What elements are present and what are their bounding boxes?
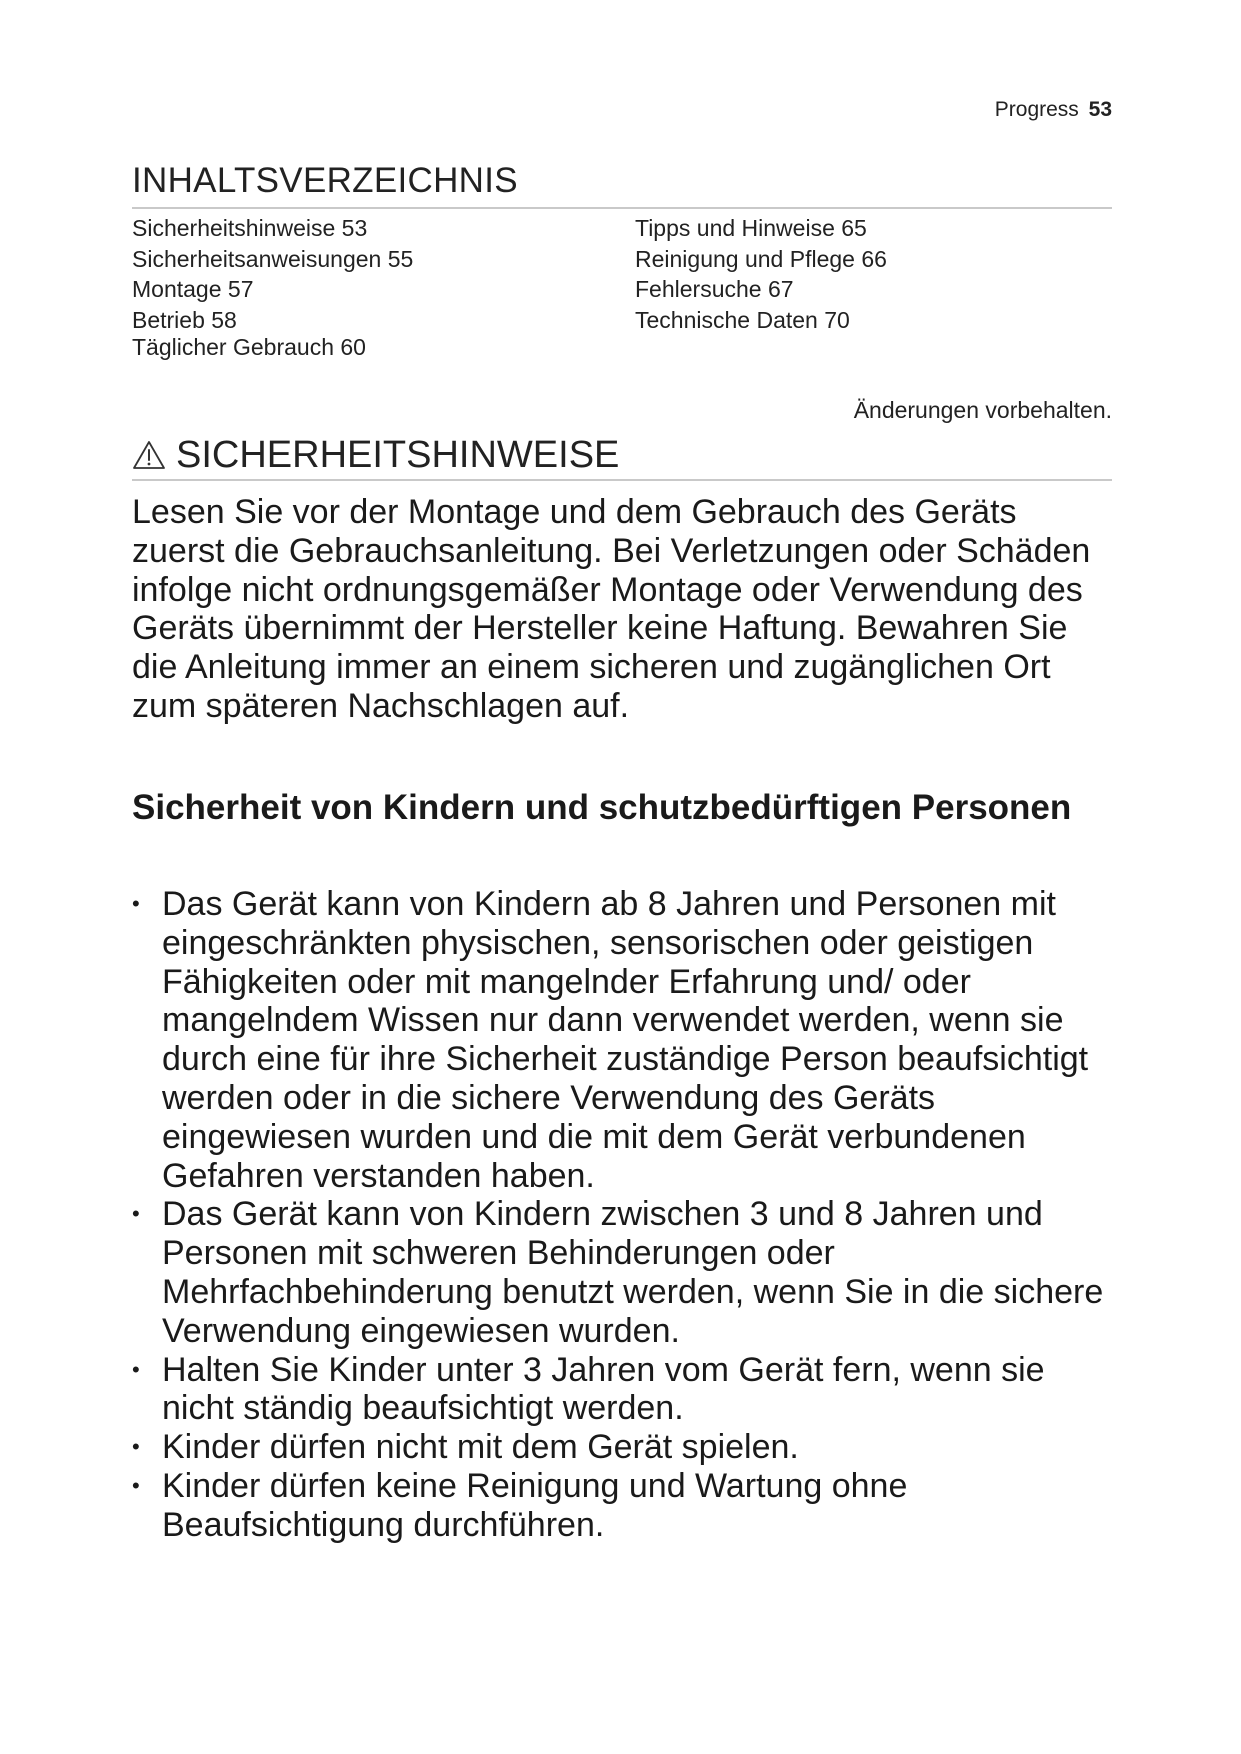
list-item <box>132 1428 1112 1467</box>
toc-entry[interactable]: Technische Daten 70 <box>635 306 850 333</box>
list-item-text: Halten Sie Kinder unter 3 Jahren vom Gerät fern, wenn sie nicht ständig beaufsichtigt werden. <box>162 1350 1045 1428</box>
list-item <box>132 885 1112 1195</box>
toc-entry[interactable]: Sicherheitshinweise 53 <box>132 215 368 241</box>
safety-divider <box>132 479 1112 481</box>
toc-entry[interactable]: Reinigung und Pflege 66 <box>635 245 887 272</box>
toc-entry[interactable]: Tipps und Hinweise 65 <box>635 215 867 241</box>
bullet-icon: • <box>132 891 140 916</box>
running-header <box>995 98 1112 122</box>
toc-entry[interactable]: Täglicher Gebrauch 60 <box>132 334 366 360</box>
safety-heading <box>132 436 619 474</box>
list-item-text: Kinder dürfen keine Reinigung und Wartung ohne Beaufsichtigung durchführen. <box>162 1466 908 1544</box>
toc-title: INHALTSVERZEICHNIS <box>132 161 518 200</box>
list-item <box>132 1351 1112 1429</box>
list-item-text: Das Gerät kann von Kindern ab 8 Jahren und Personen mit eingeschränkten physischen, sensorischen oder geistigen Fähigkeiten oder mit mangelnder Erfahrung und/ oder mangelndem Wissen nur dann verwendet werden, wenn sie durch eine für ihre Sicherheit zuständige Person beaufsichtigt werden oder in die sichere Verwendung des Geräts eingewiesen wurden und die mit dem Gerät verbundenen Gefahren verstanden haben. <box>162 885 1089 1195</box>
toc-right-column <box>635 213 887 335</box>
bullet-icon: • <box>132 1201 140 1227</box>
children-safety-title: Sicherheit von Kindern und schutzbedürftigen Personen <box>132 788 1072 827</box>
list-item-text: Kinder dürfen nicht mit dem Gerät spielen. <box>162 1428 799 1467</box>
brand-name: Progress <box>994 98 1079 121</box>
toc-left-column <box>132 213 413 359</box>
bullet-icon: • <box>132 1356 140 1382</box>
warning-triangle-icon <box>132 440 166 470</box>
toc-entry[interactable]: Sicherheitsanweisungen 55 <box>132 245 414 272</box>
list-item-text: Das Gerät kann von Kindern zwischen 3 und 8 Jahren und Personen mit schweren Behinderungen oder Mehrfachbehinderung benutzt werden, wenn Sie in die sichere Verwendung eingewiesen wurden. <box>162 1195 1104 1350</box>
page-number: 53 <box>1088 98 1112 121</box>
safety-title: SICHERHEITSHINWEISE <box>176 434 620 476</box>
children-safety-list <box>132 885 1112 1545</box>
toc-entry[interactable]: Betrieb 58 <box>132 306 237 333</box>
list-item <box>132 1195 1112 1350</box>
list-item <box>132 1467 1112 1545</box>
toc-entry[interactable]: Fehlersuche 67 <box>635 276 794 302</box>
toc-entry[interactable]: Montage 57 <box>132 276 254 302</box>
toc-divider <box>132 207 1112 209</box>
bullet-icon: • <box>132 1472 140 1498</box>
bullet-icon: • <box>132 1434 140 1460</box>
changes-notice: Änderungen vorbehalten. <box>853 397 1112 423</box>
safety-intro-paragraph: Lesen Sie vor der Montage und dem Gebrauch des Geräts zuerst die Gebrauchsanleitung. Bei Verletzungen oder Schäden infolge nicht ordnungsgemäßer Montage oder Verwendung des Geräts übernimmt der Hersteller keine Haftung. Bewahren Sie die Anleitung immer an einem sicheren und zugänglichen Ort zum späteren Nachschlagen auf. <box>132 493 1091 725</box>
